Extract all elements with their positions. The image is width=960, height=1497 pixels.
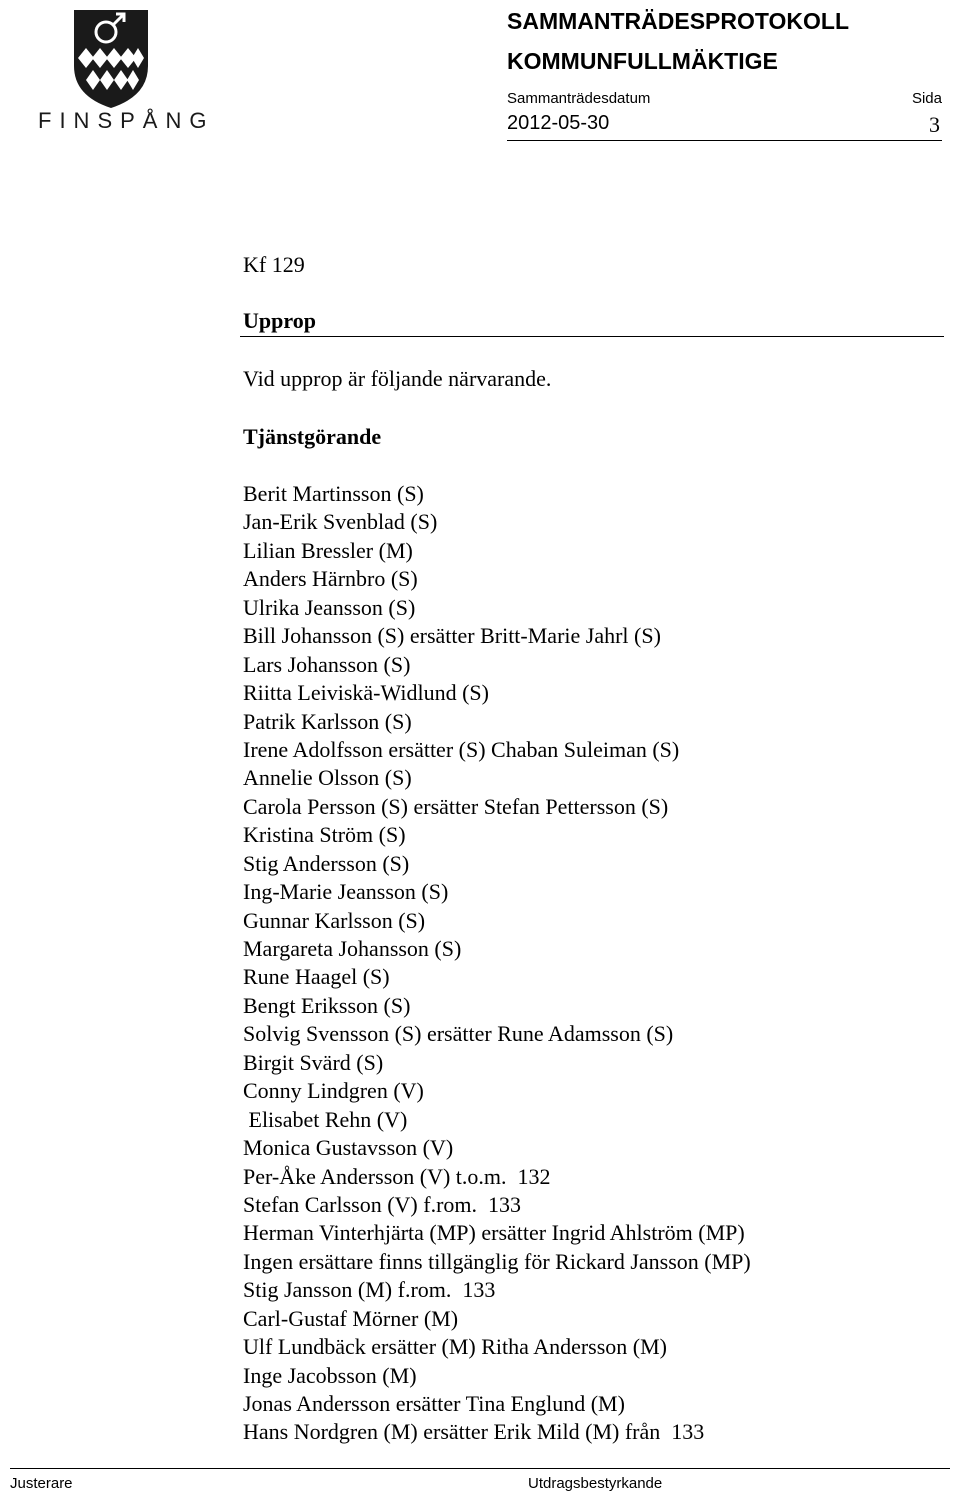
footer-divider [10,1468,950,1469]
attendee-item: Elisabet Rehn (V) [243,1106,408,1132]
attendee-item: Anders Härnbro (S) [243,566,418,592]
date-label: Sammanträdesdatum [507,90,651,107]
section-heading: Upprop [243,308,316,333]
attendee-item: Annelie Olsson (S) [243,765,412,791]
attendee-item: Bengt Eriksson (S) [243,992,411,1018]
attendee-item: Stefan Carlsson (V) f.rom. 133 [243,1191,522,1217]
attendee-list [243,480,751,1447]
meeting-date: 2012-05-30 [507,112,610,134]
attendee-item: Lars Johansson (S) [243,651,411,677]
attendee-item: Jan-Erik Svenblad (S) [243,509,438,535]
footer-justerare-label: Justerare [10,1475,73,1492]
paragraph-reference: Kf 129 [243,252,305,277]
attendee-item: Solvig Svensson (S) ersätter Rune Adamsson (S) [243,1021,674,1047]
attendee-item: Berit Martinsson (S) [243,481,424,506]
attendee-item: Carl-Gustaf Mörner (M) [243,1305,459,1331]
attendee-item: Ulf Lundbäck ersätter (M) Ritha Andersson (M) [243,1334,668,1360]
attendee-item: Hans Nordgren (M) ersätter Erik Mild (M) från 133 [243,1419,705,1445]
attendee-item: Rune Haagel (S) [243,964,390,990]
attendee-item: Irene Adolfsson ersätter (S) Chaban Suleiman (S) [243,736,680,762]
attendee-item: Bill Johansson (S) ersätter Britt-Marie Jahrl (S) [243,623,661,649]
attendee-item: Monica Gustavsson (V) [243,1135,454,1161]
subheading-serving: Tjänstgörande [243,424,382,449]
attendee-item: Margareta Johansson (S) [243,936,462,961]
attendee-item: Patrik Karlsson (S) [243,708,412,734]
attendee-item: Stig Andersson (S) [243,850,410,876]
attendee-item: Lilian Bressler (M) [243,537,413,563]
attendee-item: Inge Jacobsson (M) [243,1362,417,1388]
attendee-item: Jonas Andersson ersätter Tina Englund (M) [243,1391,625,1416]
header-divider [507,140,942,141]
attendee-item: Birgit Svärd (S) [243,1049,384,1075]
attendee-item: Conny Lindgren (V) [243,1078,424,1104]
document-type-title: SAMMANTRÄDESPROTOKOLL [507,8,850,34]
attendee-item: Ulrika Jeansson (S) [243,594,416,620]
attendee-item: Kristina Ström (S) [243,822,406,848]
body-title: KOMMUNFULLMÄKTIGE [507,48,778,74]
attendee-item: Stig Jansson (M) f.rom. 133 [243,1277,496,1303]
attendee-item: Per-Åke Andersson (V) t.o.m. 132 [243,1163,551,1189]
attendee-item: Ing-Marie Jeansson (S) [243,879,449,905]
logo-wordmark: FINSPÅNG [38,108,215,133]
attendee-item: Gunnar Karlsson (S) [243,907,426,933]
page-number: 3 [929,112,940,137]
attendee-item: Ingen ersättare finns tillgänglig för Rickard Jansson (MP) [243,1248,751,1274]
section-divider [240,336,944,337]
page-label: Sida [911,90,942,107]
attendee-item: Riitta Leiviskä-Widlund (S) [243,680,489,706]
intro-text: Vid upprop är följande närvarande. [243,366,552,391]
attendee-item: Herman Vinterhjärta (MP) ersätter Ingrid Ahlström (MP) [243,1220,745,1246]
attendee-item: Carola Persson (S) ersätter Stefan Pettersson (S) [243,793,669,819]
footer-utdrag-label: Utdragsbestyrkande [528,1475,663,1492]
